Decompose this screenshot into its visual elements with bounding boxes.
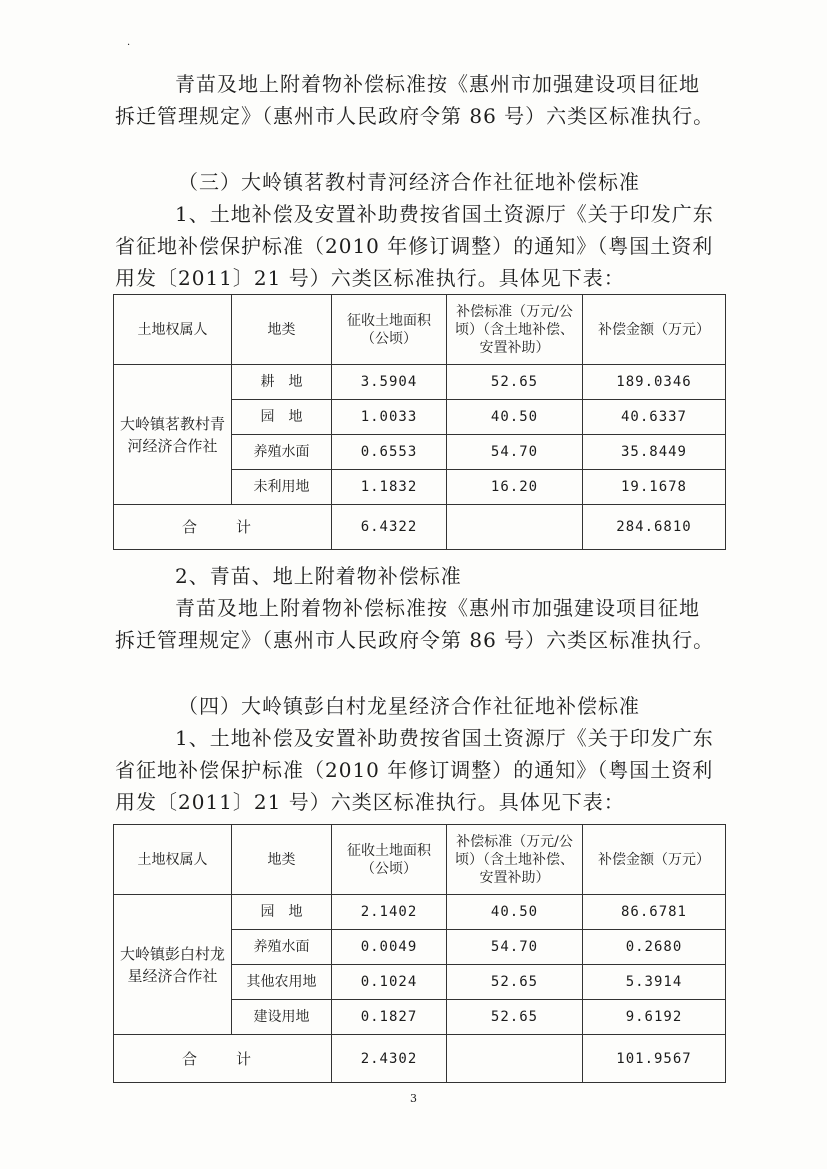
area-cell: 0.1827 <box>332 1000 447 1035</box>
table-row <box>114 365 726 400</box>
amount-cell: 9.6192 <box>583 1000 726 1035</box>
paragraph-seedling-standard: 青苗及地上附着物补偿标准按《惠州市加强建设项目征地拆迁管理规定》（惠州市人民政府令第 86 号）六类区标准执行。 <box>115 72 715 128</box>
section-3-heading: （三）大岭镇茗教村青河经济合作社征地补偿标准 <box>178 170 640 194</box>
section-4-heading: （四）大岭镇彭白村龙星经济合作社征地补偿标准 <box>178 694 640 718</box>
page-number: 3 <box>410 1092 417 1105</box>
rate-cell: 54.70 <box>447 930 583 965</box>
amount-cell: 35.8449 <box>583 435 726 470</box>
amount-cell: 189.0346 <box>583 365 726 400</box>
rate-cell: 52.65 <box>447 1000 583 1035</box>
header-amount: 补偿金额（万元） <box>583 295 726 365</box>
area-cell: 1.1832 <box>332 470 447 505</box>
land-type-cell: 养殖水面 <box>232 435 332 470</box>
rate-cell: 16.20 <box>447 470 583 505</box>
total-area: 2.4302 <box>332 1035 447 1083</box>
rate-cell: 52.65 <box>447 365 583 400</box>
header-rate: 补偿标准（万元/公顷）（含土地补偿、安置补助） <box>447 295 583 365</box>
rate-cell: 40.50 <box>447 400 583 435</box>
total-rate-empty <box>447 1035 583 1083</box>
area-cell: 0.1024 <box>332 965 447 1000</box>
section-3-item-2: 2、青苗、地上附着物补偿标准 <box>175 564 462 588</box>
total-label: 合 计 <box>114 505 332 550</box>
table-total-row <box>114 505 726 550</box>
table-header-row <box>114 825 726 895</box>
header-rate: 补偿标准（万元/公顷）（含土地补偿、安置补助） <box>447 825 583 895</box>
total-label: 合 计 <box>114 1035 332 1083</box>
header-land-type: 地类 <box>232 825 332 895</box>
area-cell: 3.5904 <box>332 365 447 400</box>
header-owner: 土地权属人 <box>114 825 232 895</box>
total-area: 6.4322 <box>332 505 447 550</box>
area-cell: 0.0049 <box>332 930 447 965</box>
amount-cell: 19.1678 <box>583 470 726 505</box>
compensation-table-longxing <box>113 824 726 1083</box>
header-amount: 补偿金额（万元） <box>583 825 726 895</box>
area-cell: 0.6553 <box>332 435 447 470</box>
land-type-cell: 园 地 <box>232 895 332 930</box>
land-type-cell: 耕 地 <box>232 365 332 400</box>
section-3-item-1: 1、土地补偿及安置补助费按省国土资源厅《关于印发广东省征地补偿保护标准（2010 年修订调整）的通知》（粤国土资利用发〔2011〕21 号）六类区标准执行。具体见下表： <box>115 202 714 290</box>
area-cell: 2.1402 <box>332 895 447 930</box>
header-owner: 土地权属人 <box>114 295 232 365</box>
area-cell: 1.0033 <box>332 400 447 435</box>
amount-cell: 0.2680 <box>583 930 726 965</box>
total-amount: 284.6810 <box>583 505 726 550</box>
compensation-table-qinghe <box>113 294 726 550</box>
land-type-cell: 建设用地 <box>232 1000 332 1035</box>
owner-cell: 大岭镇茗教村青河经济合作社 <box>114 365 232 505</box>
total-amount: 101.9567 <box>583 1035 726 1083</box>
amount-cell: 5.3914 <box>583 965 726 1000</box>
section-4-item-1: 1、土地补偿及安置补助费按省国土资源厅《关于印发广东省征地补偿保护标准（2010 年修订调整）的通知》（粤国土资利用发〔2011〕21 号）六类区标准执行。具体见下表： <box>115 726 714 814</box>
land-type-cell: 其他农用地 <box>232 965 332 1000</box>
total-rate-empty <box>447 505 583 550</box>
rate-cell: 40.50 <box>447 895 583 930</box>
scan-mark: · <box>127 40 131 51</box>
rate-cell: 52.65 <box>447 965 583 1000</box>
amount-cell: 40.6337 <box>583 400 726 435</box>
header-land-type: 地类 <box>232 295 332 365</box>
land-type-cell: 养殖水面 <box>232 930 332 965</box>
amount-cell: 86.6781 <box>583 895 726 930</box>
owner-cell: 大岭镇彭白村龙星经济合作社 <box>114 895 232 1035</box>
land-type-cell: 园 地 <box>232 400 332 435</box>
header-area: 征收土地面积（公顷） <box>332 825 447 895</box>
rate-cell: 54.70 <box>447 435 583 470</box>
table-total-row <box>114 1035 726 1083</box>
table-row <box>114 895 726 930</box>
header-area: 征收土地面积（公顷） <box>332 295 447 365</box>
table-header-row <box>114 295 726 365</box>
section-3-item-2-text: 青苗及地上附着物补偿标准按《惠州市加强建设项目征地拆迁管理规定》（惠州市人民政府令第 86 号）六类区标准执行。 <box>115 596 715 652</box>
land-type-cell: 未利用地 <box>232 470 332 505</box>
